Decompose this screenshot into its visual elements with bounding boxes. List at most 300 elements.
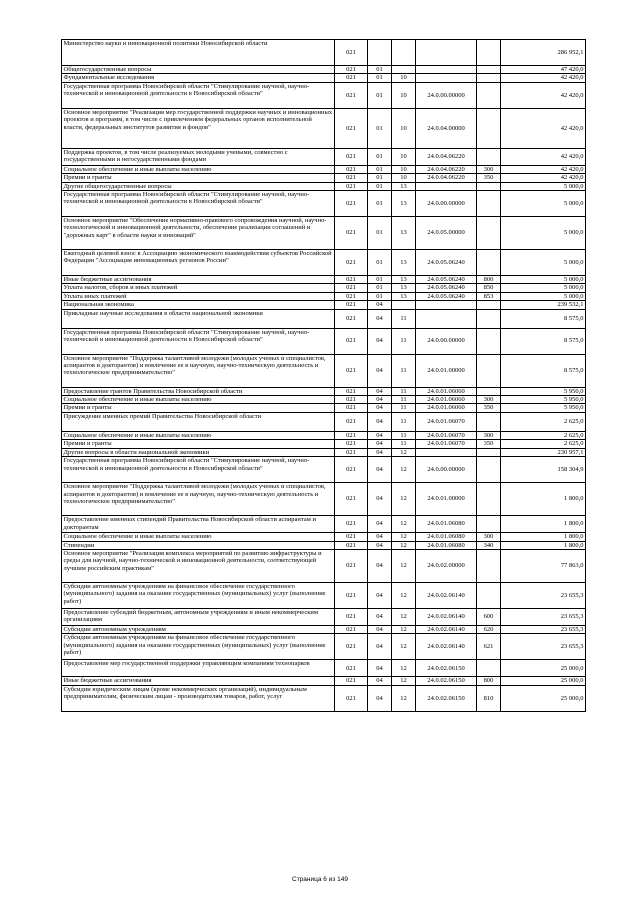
cell-sum: 5 000,0 xyxy=(501,250,586,276)
cell-ved: 021 xyxy=(335,66,368,74)
cell-pr: 10 xyxy=(392,148,416,165)
cell-ved: 021 xyxy=(335,284,368,292)
cell-pr: 12 xyxy=(392,582,416,608)
cell-sum: 23 655,3 xyxy=(501,625,586,633)
table-row xyxy=(62,412,586,431)
cell-ved: 021 xyxy=(335,191,368,217)
cell-sum: 25 000,0 xyxy=(501,685,586,711)
cell-name: Предоставление мер государственной поддержки управляющим компаниям технопарков xyxy=(62,660,335,677)
cell-csr: 24.0.02.06150 xyxy=(416,660,477,677)
table-row xyxy=(62,685,586,711)
cell-pr: 12 xyxy=(392,634,416,660)
cell-pr: 12 xyxy=(392,541,416,549)
cell-ved: 021 xyxy=(335,396,368,404)
cell-sum: 23 655,3 xyxy=(501,608,586,625)
cell-name: Поддержка проектов, в том числе реализуемых молодыми учеными, совместно с государственными и негосударственными фондами xyxy=(62,148,335,165)
cell-rz: 01 xyxy=(368,276,392,284)
cell-sum: 23 655,3 xyxy=(501,634,586,660)
cell-pr: 13 xyxy=(392,276,416,284)
cell-name: Основное мероприятие "Обеспечение нормативно-правового сопровождения научной, научно-технологической и инновационной деятельности, обеспечение реализации соглашений и "дорожных карт" в области науки и инноваций" xyxy=(62,217,335,250)
cell-csr: 24.0.02.06140 xyxy=(416,608,477,625)
table-row xyxy=(62,549,586,582)
cell-csr: 24.0.04.06220 xyxy=(416,148,477,165)
cell-rz: 01 xyxy=(368,165,392,173)
table-row xyxy=(62,354,586,387)
table-row xyxy=(62,440,586,448)
cell-rz: 01 xyxy=(368,292,392,300)
cell-pr: 11 xyxy=(392,412,416,431)
cell-ved: 021 xyxy=(335,516,368,533)
cell-rz: 04 xyxy=(368,448,392,456)
table-row xyxy=(62,66,586,74)
cell-csr: 24.0.02.06140 xyxy=(416,634,477,660)
cell-sum: 42 420,0 xyxy=(501,165,586,173)
cell-ved: 021 xyxy=(335,608,368,625)
cell-ved: 021 xyxy=(335,292,368,300)
cell-ved: 021 xyxy=(335,582,368,608)
cell-vr: 600 xyxy=(477,608,501,625)
cell-rz: 01 xyxy=(368,148,392,165)
cell-pr: 11 xyxy=(392,404,416,412)
cell-name: Основное мероприятие "Реализация мер государственной поддержки научных и инновационных проектов и программ, в том числе с привлечением федеральных органов исполнительной власти, федеральных институтов развития и фондов" xyxy=(62,108,335,148)
cell-csr: 24.0.05.00000 xyxy=(416,217,477,250)
cell-vr xyxy=(477,354,501,387)
cell-ved: 021 xyxy=(335,74,368,82)
cell-sum: 2 625,0 xyxy=(501,431,586,439)
cell-pr: 13 xyxy=(392,182,416,190)
cell-csr xyxy=(416,74,477,82)
cell-ved: 021 xyxy=(335,440,368,448)
table-row xyxy=(62,309,586,328)
cell-name: Стипендии xyxy=(62,541,335,549)
cell-name: Национальная экономика xyxy=(62,301,335,309)
table-row xyxy=(62,276,586,284)
cell-vr xyxy=(477,582,501,608)
cell-csr: 24.0.01.06060 xyxy=(416,404,477,412)
cell-rz: 04 xyxy=(368,533,392,541)
cell-ved: 021 xyxy=(335,82,368,108)
cell-sum: 8 575,0 xyxy=(501,328,586,354)
cell-name: Премии и гранты xyxy=(62,174,335,182)
cell-name: Премии и гранты xyxy=(62,440,335,448)
cell-pr: 11 xyxy=(392,440,416,448)
cell-rz: 01 xyxy=(368,82,392,108)
cell-sum: 239 532,1 xyxy=(501,301,586,309)
cell-vr: 300 xyxy=(477,533,501,541)
cell-vr: 621 xyxy=(477,634,501,660)
cell-pr: 10 xyxy=(392,74,416,82)
cell-sum: 42 420,0 xyxy=(501,82,586,108)
cell-pr: 13 xyxy=(392,292,416,300)
cell-vr: 800 xyxy=(477,276,501,284)
cell-csr xyxy=(416,309,477,328)
table-row xyxy=(62,516,586,533)
cell-name: Основное мероприятие "Поддержка талантливой молодежи (молодых ученых и специалистов, аспирантов и докторантов) и вовлечение ее в научную, научно-техническую деятельность и технологическое предпринимательство" xyxy=(62,354,335,387)
cell-name: Государственная программа Новосибирской области "Стимулирование научной, научно-технической и инновационной деятельности в Новосибирской области" xyxy=(62,191,335,217)
cell-pr: 13 xyxy=(392,217,416,250)
cell-vr xyxy=(477,549,501,582)
cell-rz: 01 xyxy=(368,191,392,217)
cell-ved: 021 xyxy=(335,431,368,439)
cell-ved: 021 xyxy=(335,40,368,66)
cell-rz: 04 xyxy=(368,354,392,387)
cell-sum: 25 000,0 xyxy=(501,677,586,685)
cell-vr xyxy=(477,148,501,165)
table-row xyxy=(62,148,586,165)
cell-csr: 24.0.02.06150 xyxy=(416,677,477,685)
cell-name: Государственная программа Новосибирской области "Стимулирование научной, научно-технической и инновационной деятельности в Новосибирской области" xyxy=(62,457,335,483)
table-row xyxy=(62,217,586,250)
cell-rz: 04 xyxy=(368,431,392,439)
cell-vr xyxy=(477,108,501,148)
cell-vr xyxy=(477,412,501,431)
cell-csr: 24.0.02.06140 xyxy=(416,582,477,608)
cell-rz: 04 xyxy=(368,309,392,328)
cell-csr: 24.0.01.06080 xyxy=(416,516,477,533)
cell-name: Фундаментальные исследования xyxy=(62,74,335,82)
cell-csr: 24.0.01.00000 xyxy=(416,354,477,387)
table-row xyxy=(62,396,586,404)
cell-csr: 24.0.01.00000 xyxy=(416,483,477,516)
cell-pr: 11 xyxy=(392,387,416,395)
table-row xyxy=(62,608,586,625)
cell-csr: 24.0.01.06070 xyxy=(416,440,477,448)
cell-pr: 12 xyxy=(392,533,416,541)
cell-ved: 021 xyxy=(335,354,368,387)
cell-pr: 10 xyxy=(392,174,416,182)
cell-vr xyxy=(477,309,501,328)
cell-ved: 021 xyxy=(335,301,368,309)
cell-sum: 5 000,0 xyxy=(501,182,586,190)
cell-sum: 1 800,0 xyxy=(501,516,586,533)
cell-rz: 04 xyxy=(368,412,392,431)
cell-vr xyxy=(477,448,501,456)
cell-sum: 230 957,1 xyxy=(501,448,586,456)
cell-rz xyxy=(368,40,392,66)
cell-ved: 021 xyxy=(335,457,368,483)
cell-pr: 11 xyxy=(392,328,416,354)
cell-rz: 04 xyxy=(368,440,392,448)
cell-vr: 350 xyxy=(477,174,501,182)
cell-pr: 13 xyxy=(392,284,416,292)
cell-pr: 11 xyxy=(392,431,416,439)
cell-sum: 5 000,0 xyxy=(501,217,586,250)
cell-csr: 24.0.01.06080 xyxy=(416,541,477,549)
table-row xyxy=(62,284,586,292)
page-footer: Страница 6 из 149 xyxy=(292,876,348,883)
cell-sum: 1 800,0 xyxy=(501,483,586,516)
cell-name: Предоставление субсидий бюджетным, автономным учреждениям и иным некоммерческим организациям xyxy=(62,608,335,625)
cell-sum: 77 863,0 xyxy=(501,549,586,582)
cell-sum: 8 575,0 xyxy=(501,354,586,387)
cell-vr: 300 xyxy=(477,396,501,404)
cell-pr: 10 xyxy=(392,108,416,148)
cell-sum: 42 420,0 xyxy=(501,108,586,148)
cell-sum: 158 304,9 xyxy=(501,457,586,483)
cell-sum: 2 625,0 xyxy=(501,440,586,448)
cell-sum: 1 800,0 xyxy=(501,541,586,549)
cell-ved: 021 xyxy=(335,276,368,284)
table-row xyxy=(62,634,586,660)
cell-vr xyxy=(477,660,501,677)
cell-rz: 01 xyxy=(368,250,392,276)
cell-sum: 5 950,0 xyxy=(501,404,586,412)
table-row xyxy=(62,191,586,217)
cell-csr: 24.0.02.06150 xyxy=(416,685,477,711)
cell-csr: 24.0.01.06060 xyxy=(416,396,477,404)
cell-csr: 24.0.01.06070 xyxy=(416,412,477,431)
cell-csr xyxy=(416,40,477,66)
table-row xyxy=(62,174,586,182)
cell-sum: 23 655,3 xyxy=(501,582,586,608)
cell-vr: 340 xyxy=(477,541,501,549)
cell-vr: 300 xyxy=(477,431,501,439)
table-row xyxy=(62,250,586,276)
cell-rz: 04 xyxy=(368,301,392,309)
table-row xyxy=(62,82,586,108)
cell-vr xyxy=(477,182,501,190)
cell-name: Иные бюджетные ассигнования xyxy=(62,677,335,685)
table-row xyxy=(62,457,586,483)
table-row xyxy=(62,541,586,549)
cell-sum: 8 575,0 xyxy=(501,309,586,328)
cell-sum: 2 625,0 xyxy=(501,412,586,431)
cell-ved: 021 xyxy=(335,108,368,148)
cell-vr xyxy=(477,457,501,483)
cell-sum: 5 950,0 xyxy=(501,387,586,395)
cell-ved: 021 xyxy=(335,677,368,685)
cell-sum: 5 000,0 xyxy=(501,284,586,292)
cell-pr xyxy=(392,301,416,309)
cell-name: Другие общегосударственные вопросы xyxy=(62,182,335,190)
cell-pr xyxy=(392,66,416,74)
cell-ved: 021 xyxy=(335,182,368,190)
cell-csr xyxy=(416,182,477,190)
cell-rz: 04 xyxy=(368,404,392,412)
cell-vr: 800 xyxy=(477,677,501,685)
cell-pr: 13 xyxy=(392,191,416,217)
cell-vr xyxy=(477,40,501,66)
cell-sum: 47 420,0 xyxy=(501,66,586,74)
budget-table xyxy=(61,39,586,712)
cell-vr xyxy=(477,191,501,217)
cell-vr xyxy=(477,328,501,354)
cell-sum: 1 800,0 xyxy=(501,533,586,541)
cell-csr: 24.0.05.06240 xyxy=(416,284,477,292)
cell-name: Другие вопросы в области национальной экономики xyxy=(62,448,335,456)
cell-rz: 01 xyxy=(368,74,392,82)
cell-name: Ежегодный целевой взнос в Ассоциацию экономического взаимодействия субъектов Российской Федерации "Ассоциация инновационных регионов России" xyxy=(62,250,335,276)
cell-rz: 04 xyxy=(368,396,392,404)
table-row xyxy=(62,182,586,190)
cell-rz: 01 xyxy=(368,182,392,190)
cell-name: Предоставление грантов Правительства Новосибирской области xyxy=(62,387,335,395)
cell-vr: 810 xyxy=(477,685,501,711)
cell-vr: 850 xyxy=(477,284,501,292)
cell-sum: 25 000,0 xyxy=(501,660,586,677)
cell-name: Субсидии юридическим лицам (кроме некоммерческих организаций), индивидуальным предпринимателям, физическим лицам - производителям товаров, работ, услуг xyxy=(62,685,335,711)
cell-name: Субсидии автономным учреждениям на финансовое обеспечение государственного (муниципального) задания на оказание государственных (муниципальных) услуг (выполнение работ) xyxy=(62,582,335,608)
cell-csr: 24.0.01.06070 xyxy=(416,431,477,439)
cell-ved: 021 xyxy=(335,549,368,582)
cell-vr xyxy=(477,217,501,250)
cell-rz: 04 xyxy=(368,625,392,633)
cell-ved: 021 xyxy=(335,448,368,456)
cell-sum: 5 000,0 xyxy=(501,292,586,300)
cell-vr xyxy=(477,516,501,533)
cell-rz: 04 xyxy=(368,677,392,685)
table-row xyxy=(62,533,586,541)
cell-name: Социальное обеспечение и иные выплаты населению xyxy=(62,533,335,541)
cell-ved: 021 xyxy=(335,217,368,250)
cell-ved: 021 xyxy=(335,483,368,516)
cell-name: Общегосударственные вопросы xyxy=(62,66,335,74)
cell-csr: 24.0.04.06220 xyxy=(416,174,477,182)
table-row xyxy=(62,165,586,173)
cell-sum: 5 950,0 xyxy=(501,396,586,404)
cell-pr xyxy=(392,40,416,66)
cell-pr: 11 xyxy=(392,309,416,328)
cell-ved: 021 xyxy=(335,165,368,173)
table-row xyxy=(62,625,586,633)
cell-vr: 350 xyxy=(477,440,501,448)
cell-csr: 24.0.01.06080 xyxy=(416,533,477,541)
cell-pr: 12 xyxy=(392,483,416,516)
cell-csr: 24.0.05.06240 xyxy=(416,276,477,284)
cell-rz: 01 xyxy=(368,66,392,74)
cell-vr xyxy=(477,82,501,108)
cell-ved: 021 xyxy=(335,404,368,412)
cell-sum: 42 420,0 xyxy=(501,148,586,165)
cell-ved: 021 xyxy=(335,625,368,633)
cell-sum: 42 420,0 xyxy=(501,174,586,182)
cell-name: Основное мероприятие "Поддержка талантливой молодежи (молодых ученых и специалистов, аспирантов и докторантов) и вовлечение ее в научную, научно-техническую деятельность и технологическое предпринимательство" xyxy=(62,483,335,516)
cell-csr: 24.0.01.06060 xyxy=(416,387,477,395)
cell-vr xyxy=(477,74,501,82)
cell-rz: 04 xyxy=(368,634,392,660)
cell-csr: 24.0.02.06140 xyxy=(416,625,477,633)
cell-rz: 04 xyxy=(368,685,392,711)
cell-ved: 021 xyxy=(335,541,368,549)
cell-csr xyxy=(416,66,477,74)
cell-rz: 04 xyxy=(368,516,392,533)
table-row xyxy=(62,292,586,300)
cell-csr xyxy=(416,448,477,456)
table-row xyxy=(62,404,586,412)
cell-name: Прикладные научные исследования в области национальной экономики xyxy=(62,309,335,328)
table-row xyxy=(62,387,586,395)
cell-ved: 021 xyxy=(335,660,368,677)
cell-ved: 021 xyxy=(335,328,368,354)
cell-ved: 021 xyxy=(335,174,368,182)
cell-rz: 01 xyxy=(368,108,392,148)
cell-pr: 12 xyxy=(392,625,416,633)
cell-pr: 12 xyxy=(392,457,416,483)
cell-name: Субсидии автономным учреждениям xyxy=(62,625,335,633)
cell-name: Уплата иных платежей xyxy=(62,292,335,300)
cell-ved: 021 xyxy=(335,250,368,276)
cell-pr: 11 xyxy=(392,396,416,404)
cell-rz: 04 xyxy=(368,660,392,677)
cell-rz: 01 xyxy=(368,284,392,292)
cell-vr xyxy=(477,483,501,516)
cell-name: Предоставление именных стипендий Правительства Новосибирской области аспирантам и докторантам xyxy=(62,516,335,533)
table-row xyxy=(62,483,586,516)
cell-rz: 01 xyxy=(368,217,392,250)
cell-rz: 04 xyxy=(368,541,392,549)
cell-name: Основное мероприятие "Реализация комплекса мероприятий по развитию инфраструктуры и среды для научной, научно-технической и инновационной деятельности, соответствующей лучшим российским практикам" xyxy=(62,549,335,582)
cell-ved: 021 xyxy=(335,634,368,660)
cell-csr: 24.0.00.00000 xyxy=(416,82,477,108)
table-row xyxy=(62,431,586,439)
cell-csr: 24.0.00.00000 xyxy=(416,328,477,354)
cell-vr xyxy=(477,66,501,74)
cell-name: Министерство науки и инновационной политики Новосибирской области xyxy=(62,40,335,66)
cell-name: Социальное обеспечение и иные выплаты населению xyxy=(62,396,335,404)
cell-sum: 5 000,0 xyxy=(501,191,586,217)
cell-vr xyxy=(477,250,501,276)
cell-csr: 24.0.05.06240 xyxy=(416,250,477,276)
cell-ved: 021 xyxy=(335,148,368,165)
cell-pr: 12 xyxy=(392,608,416,625)
cell-vr: 620 xyxy=(477,625,501,633)
cell-csr: 24.0.00.00000 xyxy=(416,457,477,483)
cell-name: Присуждение именных премий Правительства Новосибирской области xyxy=(62,412,335,431)
cell-csr: 24.0.05.06240 xyxy=(416,292,477,300)
cell-name: Субсидии автономным учреждениям на финансовое обеспечение государственного (муниципального) задания на оказание государственных (муниципальных) услуг (выполнение работ) xyxy=(62,634,335,660)
cell-name: Социальное обеспечение и иные выплаты населению xyxy=(62,431,335,439)
cell-vr xyxy=(477,387,501,395)
cell-pr: 12 xyxy=(392,685,416,711)
cell-vr: 300 xyxy=(477,165,501,173)
cell-vr: 350 xyxy=(477,404,501,412)
table-row xyxy=(62,74,586,82)
cell-name: Государственная программа Новосибирской области "Стимулирование научной, научно-технической и инновационной деятельности в Новосибирской области" xyxy=(62,82,335,108)
cell-pr: 10 xyxy=(392,82,416,108)
cell-pr: 12 xyxy=(392,660,416,677)
cell-pr: 12 xyxy=(392,549,416,582)
cell-csr: 24.0.04.06220 xyxy=(416,165,477,173)
cell-rz: 01 xyxy=(368,174,392,182)
table-row xyxy=(62,582,586,608)
table-row xyxy=(62,448,586,456)
cell-rz: 04 xyxy=(368,387,392,395)
cell-name: Социальное обеспечение и иные выплаты населению xyxy=(62,165,335,173)
cell-name: Иные бюджетные ассигнования xyxy=(62,276,335,284)
cell-pr: 12 xyxy=(392,516,416,533)
cell-pr: 10 xyxy=(392,165,416,173)
table-row xyxy=(62,108,586,148)
cell-rz: 04 xyxy=(368,582,392,608)
cell-ved: 021 xyxy=(335,412,368,431)
table-row xyxy=(62,660,586,677)
cell-pr: 12 xyxy=(392,448,416,456)
cell-vr: 853 xyxy=(477,292,501,300)
cell-csr: 24.0.02.00000 xyxy=(416,549,477,582)
cell-vr xyxy=(477,301,501,309)
cell-pr: 11 xyxy=(392,354,416,387)
cell-rz: 04 xyxy=(368,608,392,625)
cell-name: Государственная программа Новосибирской области "Стимулирование научной, научно-технической и инновационной деятельности в Новосибирской области" xyxy=(62,328,335,354)
cell-name: Уплата налогов, сборов и иных платежей xyxy=(62,284,335,292)
cell-ved: 021 xyxy=(335,533,368,541)
table-row xyxy=(62,677,586,685)
cell-csr xyxy=(416,301,477,309)
cell-csr: 24.0.00.00000 xyxy=(416,191,477,217)
cell-name: Премии и гранты xyxy=(62,404,335,412)
cell-sum: 5 000,0 xyxy=(501,276,586,284)
cell-pr: 12 xyxy=(392,677,416,685)
